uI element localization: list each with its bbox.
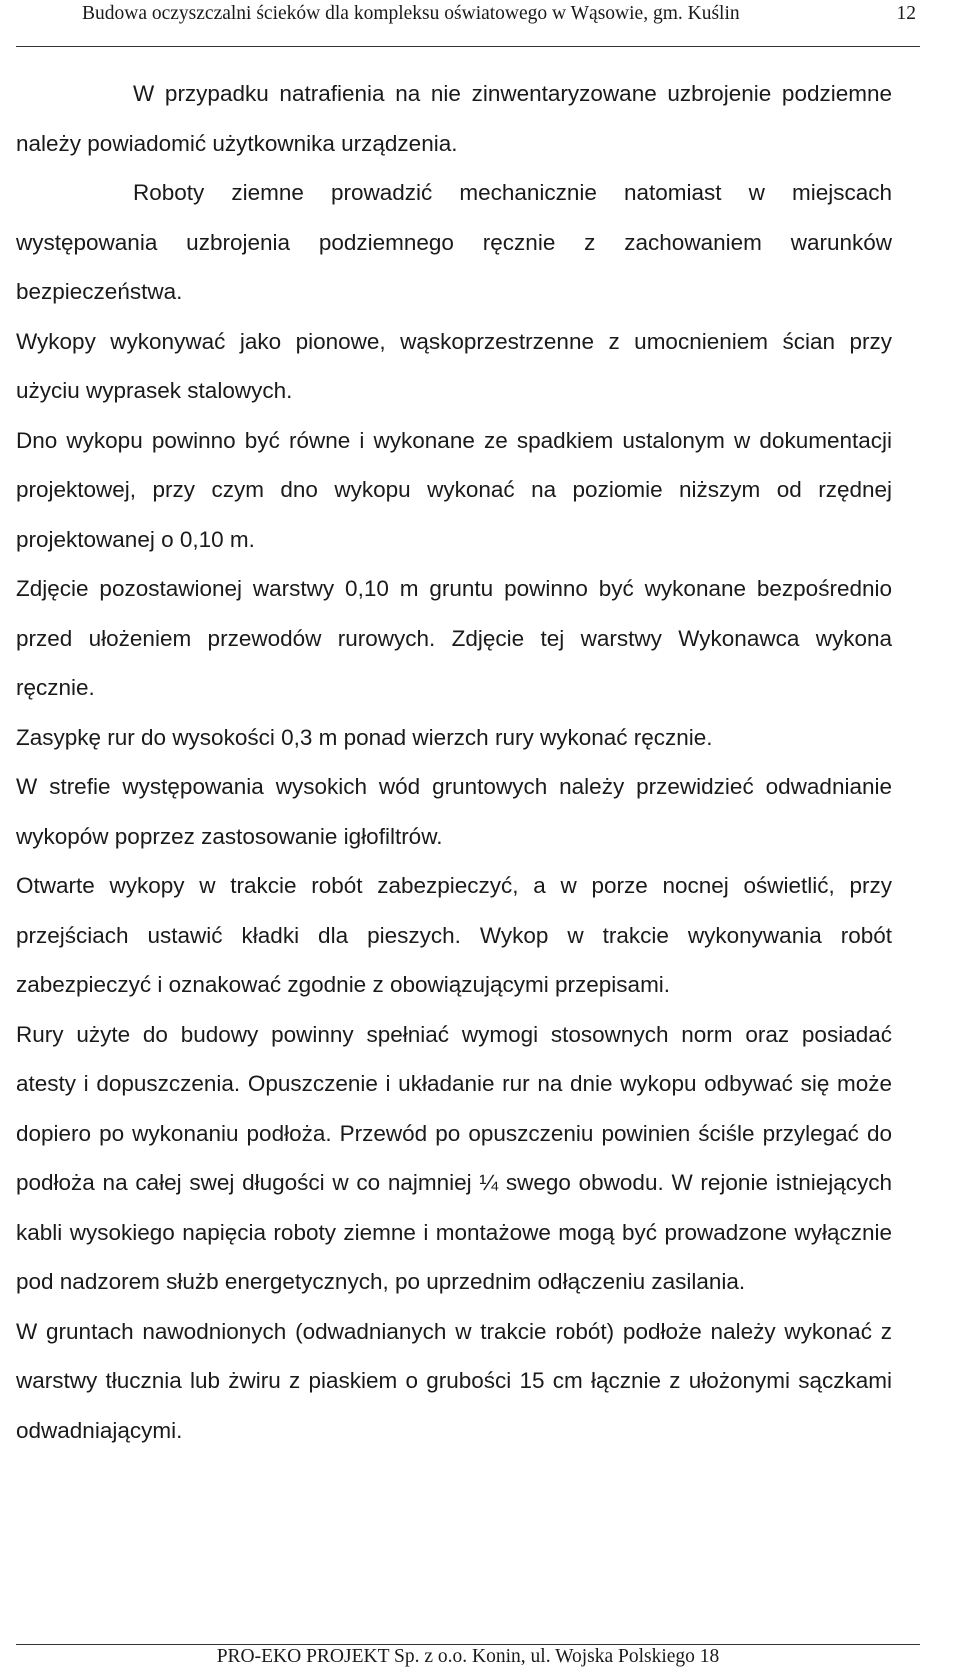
paragraph-earthworks: Roboty ziemne prowadzić mechanicznie natomiast w miejscach występowania uzbrojenia podziemnego ręcznie z zachowaniem warunków bezpieczeństwa. bbox=[16, 180, 892, 304]
page-number: 12 bbox=[896, 3, 916, 24]
paragraph-saturated-soil: W gruntach nawodnionych (odwadnianych w trakcie robót) podłoże należy wykonać z warstwy tłucznia lub żwiru z piaskiem o grubości 15 cm łącznie z ułożonymi sączkami odwadniającymi. bbox=[16, 1318, 892, 1443]
paragraph-safety: Otwarte wykopy w trakcie robót zabezpieczyć, a w porze nocnej oświetlić, przy przejściach ustawić kładki dla pieszych. Wykop w trakcie wykonywania robót zabezpieczyć i oznakować zgodnie z obowiązującymi przepisami. bbox=[16, 873, 892, 997]
paragraph-excavations: Wykopy wykonywać jako pionowe, wąskoprzestrzenne z umocnieniem ścian przy użyciu wyprasek stalowych. bbox=[16, 328, 892, 403]
paragraph-pipes: Rury użyte do budowy powinny spełniać wymogi stosownych norm oraz posiadać atesty i dopuszczenia. Opuszczenie i układanie rur na dnie wykopu odbywać się może dopiero po wykonaniu podłoża. Przewód po opuszczeniu powinien ściśle przylegać do podłoża na całej swej długości w co najmniej ¼ swego obwodu. W rejonie istniejących kabli wysokiego napięcia roboty ziemne i montażowe mogą być prowadzone wyłącznie pod nadzorem służb energetycznych, po uprzednim odłączeniu zasilania. bbox=[16, 1021, 892, 1294]
document-title: Budowa oczyszczalni ścieków dla kompleksu oświatowego w Wąsowie, gm. Kuślin bbox=[82, 3, 740, 24]
company-address: PRO-EKO PROJEKT Sp. z o.o. Konin, ul. Wojska Polskiego 18 bbox=[216, 1646, 720, 1667]
paragraph-backfill: Zasypkę rur do wysokości 0,3 m ponad wierzch rury wykonać ręcznie. bbox=[16, 724, 713, 750]
page-footer bbox=[16, 1644, 920, 1668]
paragraph-utility-notice: W przypadku natrafienia na nie zinwentaryzowane uzbrojenie podziemne należy powiadomić użytkownika urządzenia. bbox=[16, 81, 892, 156]
paragraph-trench-bottom: Dno wykopu powinno być równe i wykonane ze spadkiem ustalonym w dokumentacji projektowej, przy czym dno wykopu wykonać na poziomie niższym od rzędnej projektowanej o 0,10 m. bbox=[16, 427, 892, 552]
paragraph-soil-removal: Zdjęcie pozostawionej warstwy 0,10 m gruntu powinno być wykonane bezpośrednio przed ułożeniem przewodów rurowych. Zdjęcie tej warstwy Wykonawca wykona ręcznie. bbox=[16, 576, 892, 700]
document-body bbox=[16, 69, 892, 1455]
page-header bbox=[16, 0, 920, 47]
paragraph-dewatering: W strefie występowania wysokich wód gruntowych należy przewidzieć odwadnianie wykopów poprzez zastosowanie igłofiltrów. bbox=[16, 774, 892, 849]
